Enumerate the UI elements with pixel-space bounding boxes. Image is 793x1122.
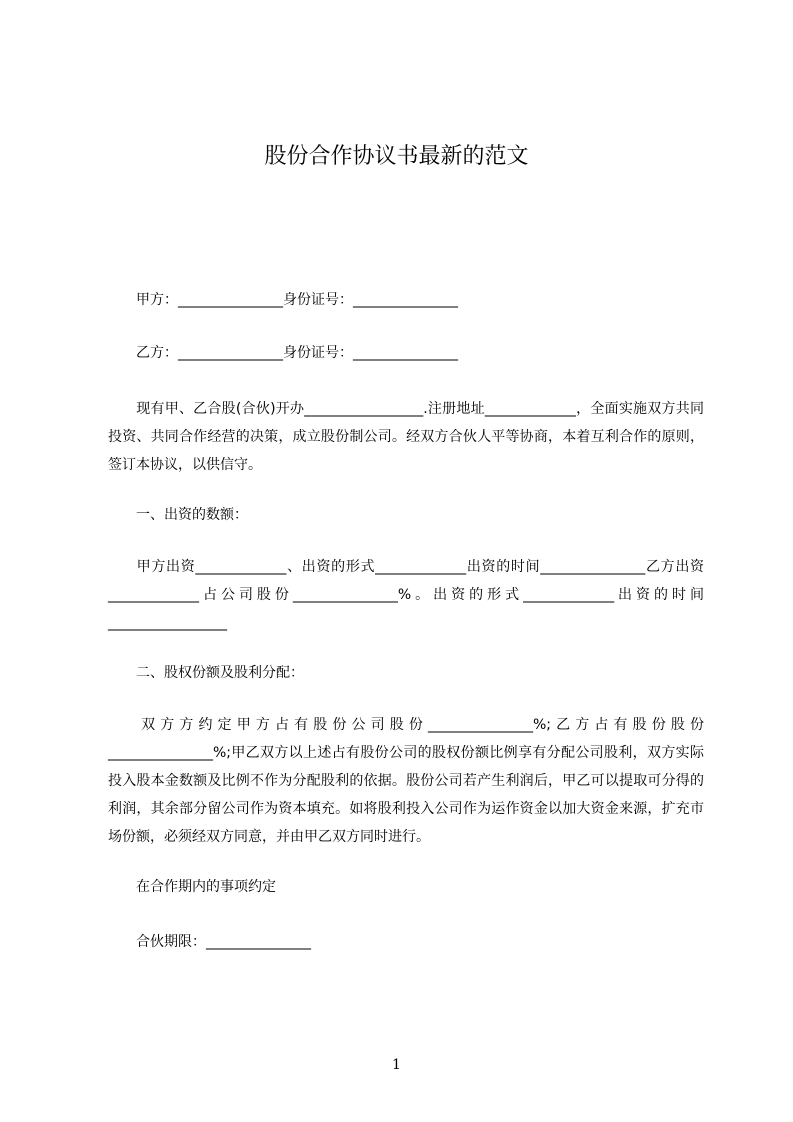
party-a-line: 甲方：_______________身份证号：_______________	[136, 292, 458, 308]
section-1-text: 甲方出资_____________、出资的形式_____________出资的时间_______________乙方出资_____________占公司股份_______________%。出资的形式_____________出资的时间_________________	[108, 559, 704, 631]
section-1-heading: 一、出资的数额：	[136, 507, 248, 523]
page-number: 1	[392, 1057, 401, 1073]
section-2-heading: 二、股权份额及股利分配：	[136, 665, 304, 681]
section-3-heading: 在合作期内的事项约定	[136, 879, 276, 895]
document-title: 股份合作协议书最新的范文	[264, 144, 529, 169]
section-2-paragraph	[108, 711, 704, 851]
intro-paragraph	[108, 395, 704, 479]
party-b-line: 乙方：_______________身份证号：_______________	[136, 345, 458, 361]
section-1-paragraph	[108, 553, 704, 637]
intro-text: 现有甲、乙合股(合伙)开办_________________.注册地址_____________，全面实施双方共同投资、共同合作经营的决策，成立股份制公司。经双方合伙人平等协商，本着互利合作的原则，签订本协议，以供信守。	[108, 401, 704, 473]
partnership-term-line: 合伙期限：_______________	[136, 934, 311, 950]
section-2-text: 双方方约定甲方占有股份公司股份_______________%;乙方占有股份股份_______________%;甲乙双方以上述占有股份公司的股权份额比例享有分配公司股利，双方实际投入股本金数额及比例不作为分配股利的依据。股份公司若产生利润后，甲乙可以提取可分得的利润，其余部分留公司作为资本填充。如将股利投入公司作为运作资金以加大资金来源，扩充市场份额，必须经双方同意，并由甲乙双方同时进行。	[108, 717, 704, 845]
